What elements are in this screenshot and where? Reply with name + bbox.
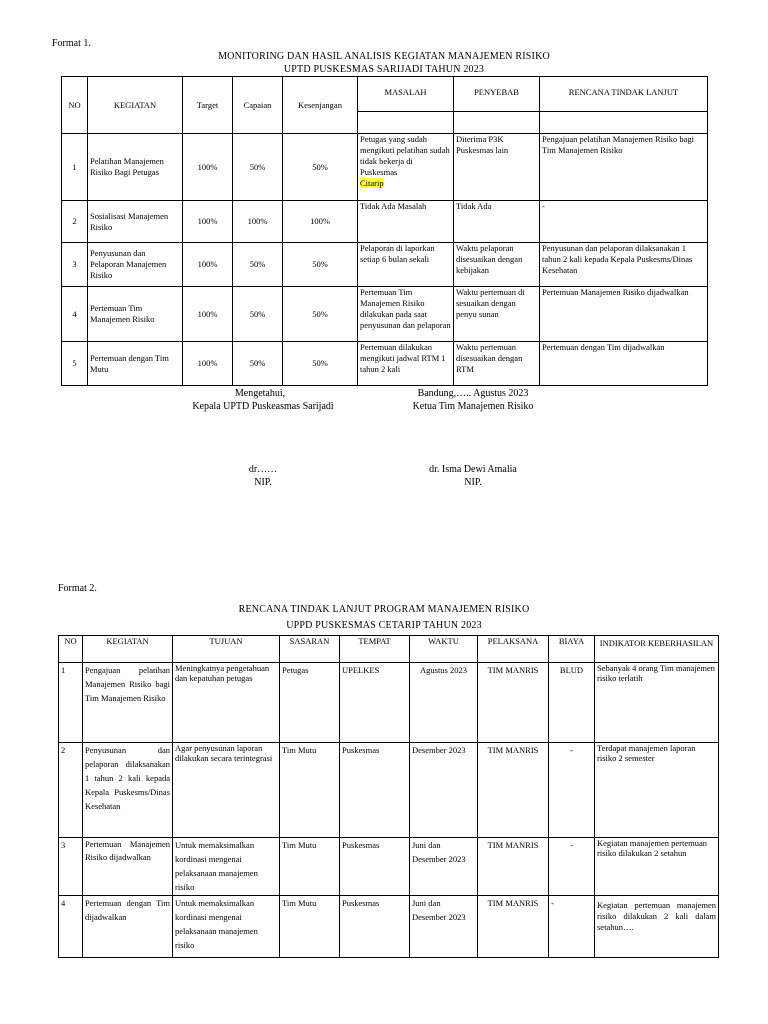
table-row: 4 Pertemuan Tim Manajemen Risiko 100% 50% 50% Pertemuan Tim Manajemen Risiko dilakukan pada saat penyusunan dan pelaporan Waktu pertemuan di sesuaikan dengan penyu sunan Pertemuan Manajemen Risiko dijadwalkan xyxy=(62,287,708,342)
header-masalah: MASALAH xyxy=(358,77,454,112)
sign-right-name: dr. Isma Dewi Amalia xyxy=(429,464,517,475)
header-kesenjangan: Kesenjangan xyxy=(283,77,358,134)
highlighted-text: Citarip xyxy=(360,178,384,188)
format1-label: Format 1. xyxy=(52,38,91,49)
header-rencana: RENCANA TINDAK LANJUT xyxy=(540,77,708,112)
sign-left-title: Kepala UPTD Puskeasmas Sarijadi xyxy=(192,401,334,412)
format1-title-line2: UPTD PUSKESMAS SARIJADI TAHUN 2023 xyxy=(283,64,485,75)
format1-title-line1: MONITORING DAN HASIL ANALISIS KEGIATAN MANAJEMEN RISIKO xyxy=(218,51,550,62)
monitoring-table xyxy=(61,76,708,386)
rtl-table xyxy=(58,635,719,958)
format2-title-line1: RENCANA TINDAK LANJUT PROGRAM MANAJEMEN RISIKO xyxy=(238,604,530,615)
header-kegiatan: KEGIATAN xyxy=(88,77,183,134)
header-target: Target xyxy=(183,77,233,134)
sign-left-nip: NIP. xyxy=(254,477,272,488)
table-row: 4 Pertemuan dengan Tim dijadwalkan Untuk memaksimalkan kordinasi mengenai pelaksanaan manajemen risiko Tim Mutu Puskesmas Juni dan Desember 2023 TIM MANRIS - Kegiatan pertemuan manajemen risiko dilakukan 2 kali dalam setahun…. xyxy=(59,896,719,958)
header-penyebab: PENYEBAB xyxy=(454,77,540,112)
table-row: 3 Pertemuan Manajemen Risiko dijadwalkan Untuk memaksimalkan kordinasi mengenai pelaksanaan manajemen risiko Tim Mutu Puskesmas Juni dan Desember 2023 TIM MANRIS - Kegiatan manajemen pertemuan risiko dilakukan 2 setahun xyxy=(59,838,719,896)
table-header-row xyxy=(62,77,708,112)
table-row: 5 Pertemuan dengan Tim Mutu 100% 50% 50% Pertemuan dilakukan mengikuti jadwal RTM 1 tahun 2 kali Waktu pertemuan disesuaikan dengan RTM Pertemuan dengan Tim dijadwalkan xyxy=(62,342,708,386)
table-header-row: NO KEGIATAN TUJUAN SASARAN TEMPAT WAKTU PELAKSANA BIAYA INDIKATOR KEBERHASILAN xyxy=(59,636,719,663)
table-row: 1 Pengajuan pelatihan Manajemen Risiko bagi Tim Manajemen Risiko Meningkatnya pengetahuan dan kepatuhan petugas Petugas UPELKES Agustus 2023 TIM MANRIS BLUD Sebanyak 4 orang Tim manajemen risiko terlatih xyxy=(59,663,719,743)
table-row: 3 Penyusunan dan Pelaporan Manajemen Risiko 100% 50% 50% Pelaporan di laporkan setiap 6 bulan sekali Waktu pelaporan disesuaikan dengan kebijakan Penyusunan dan pelaporan dilaksanakan 1 tahun 2 kali kepada Kepala Puskesms/Dinas Kesehatan xyxy=(62,243,708,287)
sign-right-date: Bandung,….. Agustus 2023 xyxy=(417,388,529,399)
format2-label: Format 2. xyxy=(58,583,97,594)
table-row: 2 Penyusunan dan pelaporan dilaksanakan 1 tahun 2 kali kepada Kepala Puskesms/Dinas Kesehatan Agar penyusunan laporan dilakukan secara terintegrasi Tim Mutu Puskesmas Desember 2023 TIM MANRIS - Terdapat manajemen laporan risiko 2 semester xyxy=(59,743,719,838)
header-no: NO xyxy=(62,77,88,134)
format2-title-line2: UPPD PUSKESMAS CETARIP TAHUN 2023 xyxy=(286,620,482,631)
sign-left-greeting: Mengetahui, xyxy=(234,388,286,399)
sign-left-name: dr…… xyxy=(248,464,278,475)
sign-right-nip: NIP. xyxy=(464,477,482,488)
table-row: 2 Sosialisasi Manajemen Risiko 100% 100% 100% Tidak Ada Masalah Tidak Ada - xyxy=(62,201,708,243)
header-capaian: Capaian xyxy=(233,77,283,134)
table-row: 1 Pelatihan Manajemen Risiko Bagi Petugas 100% 50% 50% Petugas yang sudah mengikuti pelatihan sudah tidak bekerja di Puskesmas Citarip Diterima P3K Puskesmas lain Pengajuan pelatihan Manajemen Risiko bagi Tim Manajemen Risiko xyxy=(62,134,708,201)
sign-right-title: Ketua Tim Manajemen Risiko xyxy=(412,401,534,412)
